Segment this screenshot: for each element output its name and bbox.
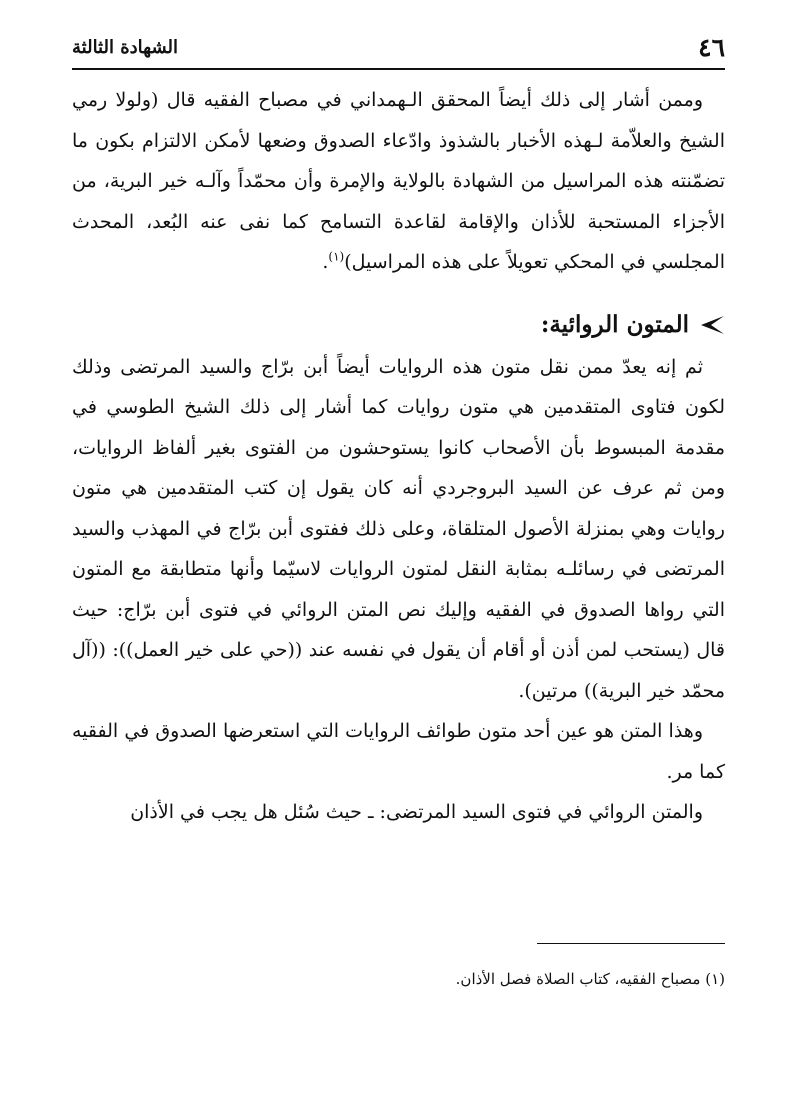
page-number: ٤٦ [698,32,725,62]
paragraph-murtada-fatwa: والمتن الروائي في فتوى السيد المرتضى: ـ حيث سُئل هل يجب في الأذان [130,801,703,823]
paragraph-same-text: وهذا المتن هو عين أحد متون طوائف الروايات التي استعرضها الصدوق في الفقيه كما مر. [72,720,725,783]
page-body [72,80,725,833]
paragraph-tail: . [322,251,329,273]
running-title: الشهادة الثالثة [72,36,179,58]
arrowhead-bullet-icon [699,314,725,336]
paragraph-text: وممن أشار إلى ذلك أيضاً المحقق الـهمداني في مصباح الفقيه قال (ولولا رمي الشيخ والعلاّمة لـهذه الأخبار بالشذوذ وادّعاء الصدوق وضعها لأمكن الالتزام بكون ما تضمّنته هذه المراسيل من الشهادة بالولاية والإمرة وأن محمّداً وآلـه خير البرية، من الأجزاء المستحبة للأذان والإقامة لقاعدة التسامح كما نفى عنه البُعد، المحدث المجلسي في المحكي تعويلاً على هذه المراسيل) [72,89,725,273]
page-header [72,28,725,66]
paragraph-narrative-texts: ثم إنه يعدّ ممن نقل متون هذه الروايات أيضاً أبن برّاج والسيد المرتضى وذلك لكون فتاوى المتقدمين هي متون روايات كما أشار إلى ذلك الشيخ الطوسي في مقدمة المبسوط بأن الأصحاب كانوا يستوحشون من الفتوى بغير ألفاظ الروايات، ومن ثم عرف عن السيد البروجردي أنه كان يقول إن كتب المتقدمين هي متون روايات وهي بمنزلة الأصول المتلقاة، وعلى ذلك ففتوى أبن برّاج في المهذب والسيد المرتضى في رسائلـه بمثابة النقل لمتون الروايات لاسيّما وأنها متطابقة مع المتون التي رواها الصدوق في الفقيه وإليك نص المتن الروائي في فتوى أبن برّاج: حيث قال (يستحب لمن أذن أو أقام أن يقول في نفسه عند ((حي على خير العمل)): ((آل محمّد خير البرية)) مرتين). [72,355,725,702]
paragraph-hamadani-quote [72,80,725,283]
footnote-reference: (١) [328,249,345,264]
header-rule [72,68,725,70]
section-heading-text: المتون الروائية: [540,310,689,338]
footnote: (١) مصباح الفقيه، كتاب الصلاة فصل الأذان. [455,970,725,988]
footnote-rule [537,943,725,944]
section-heading [72,303,725,347]
